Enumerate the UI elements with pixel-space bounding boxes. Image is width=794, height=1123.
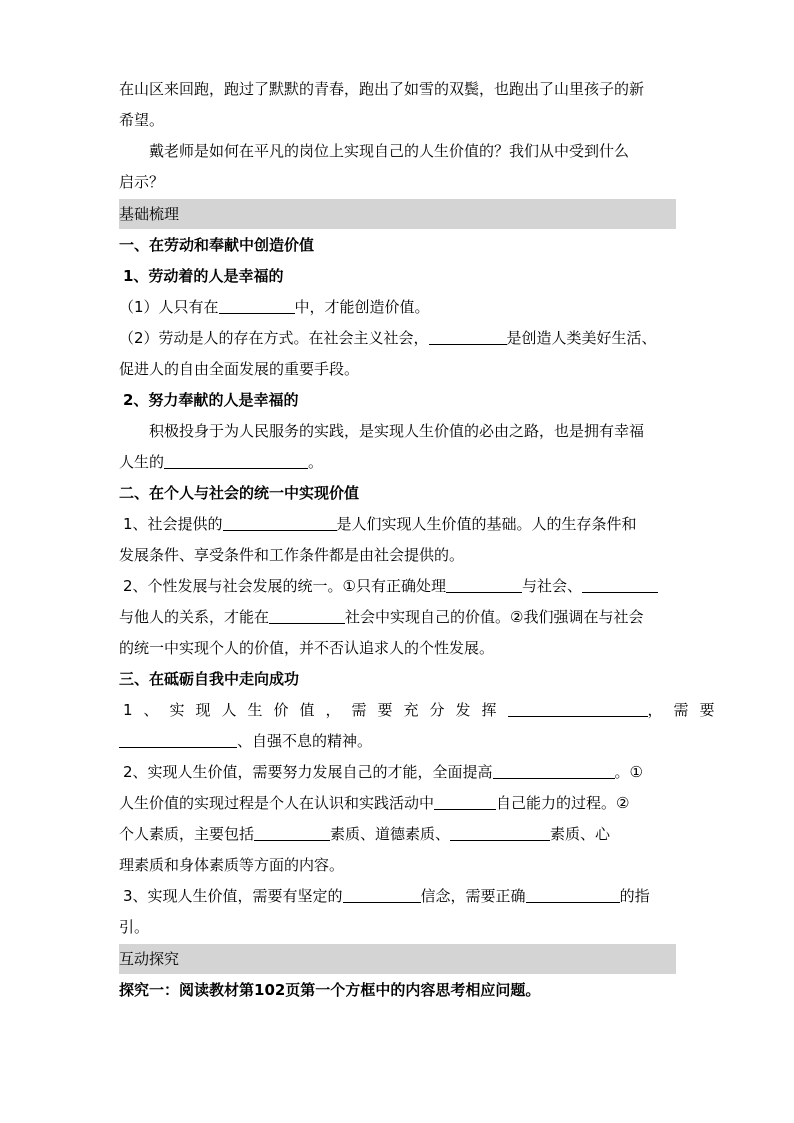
para-1: （1）人只有在 中，才能创造价值。 (119, 298, 430, 316)
heading-2: 二、在个人与社会的统一中实现价值 (119, 484, 360, 502)
fill-blank[interactable] (434, 794, 496, 810)
explore-1: 探究一：阅读教材第102页第一个方框中的内容思考相应问题。 (119, 981, 541, 999)
para-4-line-2: 发展条件、享受条件和工作条件都是由社会提供的。 (119, 546, 465, 564)
fill-blank[interactable] (450, 825, 550, 841)
fill-blank[interactable] (164, 453, 308, 469)
fill-blank[interactable] (269, 608, 345, 624)
para-3-line-1: 积极投身于为人民服务的实践，是实现人生价值的必由之路，也是拥有幸福 (149, 422, 645, 440)
intro-question-1: 戴老师是如何在平凡的岗位上实现自己的人生价值的？我们从中受到什么 (149, 142, 630, 160)
para-5-line-1: 2、个性发展与社会发展的统一。①只有正确处理 与社会、 (119, 571, 676, 602)
fill-blank[interactable] (223, 515, 337, 531)
para-7-line-1: 2、实现人生价值，需要努力发展自己的才能，全面提高 。① (123, 763, 643, 781)
para-8-line-2: 引。 (119, 918, 150, 936)
para-3-line-2: 人生的 。 (119, 453, 324, 471)
section-basic-header: 基础梳理 (119, 199, 676, 229)
para-6-line-2: 、自强不息的精神。 (119, 726, 676, 757)
fill-blank[interactable] (446, 577, 522, 593)
fill-blank[interactable] (429, 329, 507, 345)
heading-1-1: 1、劳动着的人是幸福的 (123, 267, 284, 285)
heading-1-2: 2、努力奉献的人是幸福的 (123, 391, 299, 409)
section-interactive-header: 互动探究 (119, 944, 676, 974)
para-5-line-2: 与他人的关系，才能在 社会中实现自己的价值。②我们强调在与社会 (119, 608, 644, 626)
para-6-line-1: 1、实现人生价值，需要充分发挥 ，需要 (123, 701, 726, 719)
fill-blank[interactable] (526, 887, 620, 903)
para-2-line-2: 促进人的自由全面发展的重要手段。 (119, 360, 360, 378)
fill-blank[interactable] (343, 887, 421, 903)
heading-3: 三、在砥砺自我中走向成功 (119, 670, 300, 688)
para-7-line-4: 理素质和身体素质等方面的内容。 (119, 856, 345, 874)
fill-blank[interactable] (493, 763, 615, 779)
fill-blank[interactable] (219, 298, 295, 314)
fill-blank[interactable] (119, 732, 237, 748)
fill-blank[interactable] (254, 825, 330, 841)
para-5-line-3: 的统一中实现个人的价值，并不否认追求人的个性发展。 (119, 639, 495, 657)
intro-question-2: 启示？ (119, 173, 165, 191)
document-page (119, 74, 726, 1006)
intro-line-1: 在山区来回跑，跑过了默默的青春，跑出了如雪的双鬓，也跑出了山里孩子的新 (119, 80, 645, 98)
para-7-line-3: 个人素质，主要包括 素质、道德素质、 素质、心 (119, 825, 611, 843)
intro-line-2: 希望。 (119, 111, 165, 129)
para-2-line-1: （2）劳动是人的存在方式。在社会主义社会， 是创造人类美好生活、 (119, 329, 657, 347)
para-8-line-1: 3、实现人生价值，需要有坚定的 信念，需要正确 的指 (123, 887, 650, 905)
fill-blank[interactable] (582, 577, 658, 593)
heading-1: 一、在劳动和奉献中创造价值 (119, 236, 315, 254)
para-7-line-2: 人生价值的实现过程是个人在认识和实践活动中 自己能力的过程。② (119, 794, 630, 812)
para-4-line-1: 1、社会提供的 是人们实现人生价值的基础。人的生存条件和 (123, 515, 637, 533)
fill-blank[interactable] (508, 701, 648, 717)
